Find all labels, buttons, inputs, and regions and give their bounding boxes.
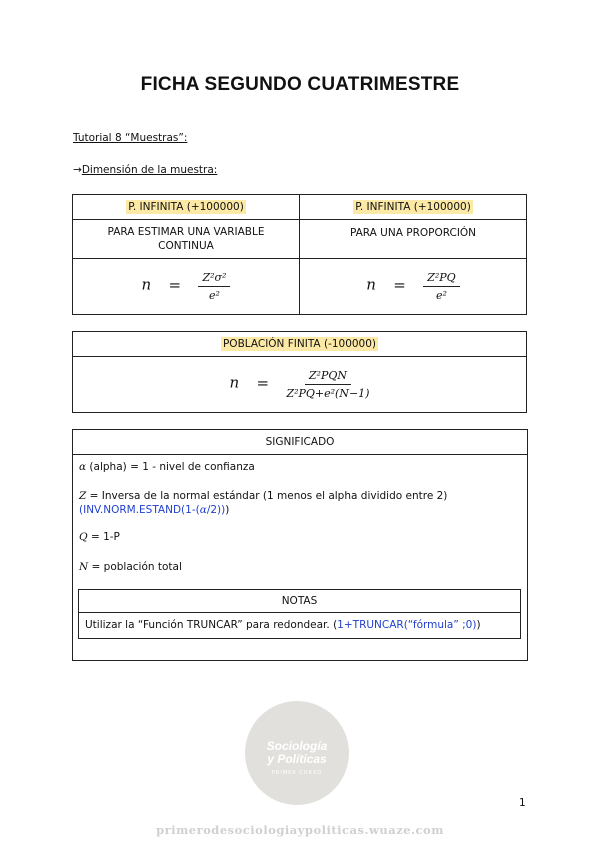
formula-equals: = [256,373,270,392]
section-heading-text: Dimensión de la muestra: [81,164,218,176]
table1-right-header-cell [300,195,527,220]
table1-right-desc: PARA UNA PROPORCIÓN [300,220,527,259]
significado-header: SIGNIFICADO [73,430,527,455]
formula-equals: = [393,275,406,294]
formula-denominator: e² [436,289,447,302]
formula-numerator: Z²PQ [423,271,459,287]
z-excel-formula: (INV.NORM.ESTAND(1-(α/2))) [79,504,230,516]
finite-population-table [72,331,527,413]
tutorial-heading: Tutorial 8 “Muestras”: [73,132,188,144]
formula-equals: = [168,275,182,294]
arrow-icon: → [73,164,82,176]
table1-left-header: P. INFINITA (+100000) [128,201,244,213]
table2-header-cell [73,332,527,357]
formula-numerator: Z²PQN [305,369,351,385]
formula-denominator: Z²PQ+e²(N−1) [286,387,370,400]
formula-continuous [73,259,300,315]
watermark-logo-subtitle: PRIMER CURSO [271,770,323,776]
formula-n: n [366,275,376,294]
formula-denominator: e² [209,289,220,302]
footer-url: primerodesociologiaypoliticas.wuaze.com [156,823,444,837]
formula-numerator: Z²σ² [198,271,230,287]
notas-text: Utilizar la “Función TRUNCAR” para redondear. (1+TRUNCAR(“fórmula” ;0)) [85,619,481,631]
n-definition: N = población total [79,561,182,573]
table2-header: POBLACIÓN FINITA (-100000) [222,338,377,350]
formula-proportion [300,259,527,315]
notas-box [78,589,521,639]
z-definition: Z = Inversa de la normal estándar (1 menos el alpha dividido entre 2) [79,490,448,502]
formula-n: n [141,275,152,294]
page-title: FICHA SEGUNDO CUATRIMESTRE [140,74,460,95]
alpha-definition: α (alpha) = 1 - nivel de confianza [79,461,255,473]
watermark-logo-text: Sociología y Políticas [266,739,328,766]
q-definition: Q = 1-P [79,531,120,543]
formula-n: n [229,373,240,392]
infinite-population-table [72,194,527,315]
significado-box [72,429,528,661]
table1-left-header-cell [73,195,300,220]
table1-right-header: P. INFINITA (+100000) [355,201,471,213]
section-heading [73,164,217,176]
table1-left-desc: PARA ESTIMAR UNA VARIABLE CONTINUA [73,220,300,259]
notas-header: NOTAS [79,590,520,613]
formula-finite [73,357,527,413]
page-number: 1 [519,797,526,809]
